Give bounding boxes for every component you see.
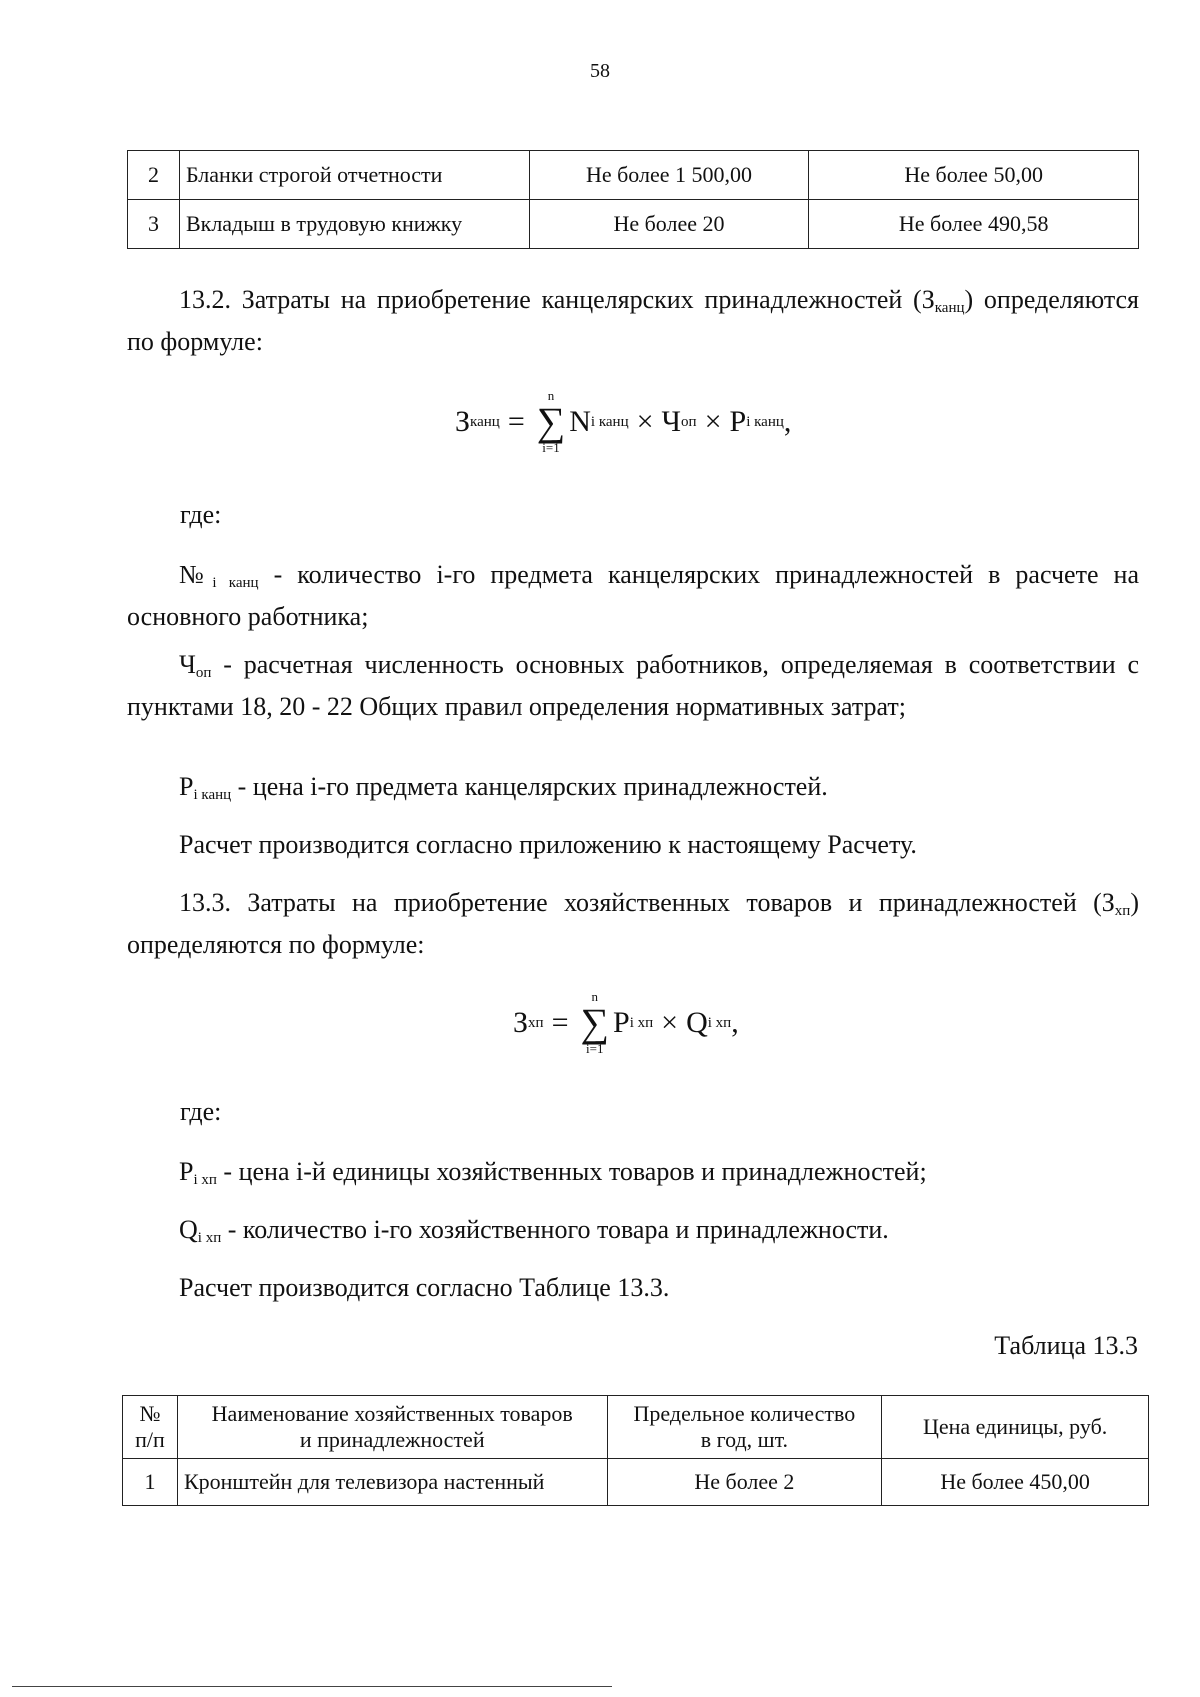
table-header bbox=[123, 1396, 1149, 1459]
definition-ch: $Ч_{оп}$ - расчетная численность основных работников, определяемая в соответствии с пунктами 18, 20 - 22 Общих правил определения нормативных затрат; bbox=[127, 650, 1139, 721]
household-items-table bbox=[122, 1395, 1149, 1506]
items-table-continued bbox=[127, 150, 1139, 249]
definition-p: $P_{i канц}$ - цена i-го предмета канцелярских принадлежностей. bbox=[179, 772, 828, 803]
item-name: Вкладыш в трудовую книжку bbox=[179, 200, 529, 249]
sum-sign: n ∑ i=1 bbox=[580, 989, 609, 1056]
item-quantity: Не более 1 500,00 bbox=[529, 151, 809, 200]
formula-stationery: З канц = n ∑ i=1 N i канц × Ч оп × P i канц , bbox=[455, 388, 792, 455]
where-label: где: bbox=[180, 1097, 222, 1126]
item-quantity: Не более 20 bbox=[529, 200, 809, 249]
section-13-3-intro: 13.3. Затраты на приобретение хозяйственных товаров и принадлежностей $(З_{хп})$ определяются по формуле: bbox=[127, 888, 1139, 959]
where-label: где: bbox=[180, 500, 222, 529]
table-row bbox=[128, 151, 1139, 200]
page-number: 58 bbox=[590, 60, 610, 82]
definition-n: $№_{i канц}$ - количество i-го предмета канцелярских принадлежностей в расчете на основного работника; bbox=[127, 560, 1139, 631]
sum-sign: n ∑ i=1 bbox=[536, 388, 566, 455]
table-row bbox=[128, 200, 1139, 249]
item-quantity: Не более 2 bbox=[607, 1459, 882, 1506]
item-price: Не более 50,00 bbox=[809, 151, 1139, 200]
footer-divider bbox=[12, 1686, 612, 1687]
definition-p-hp: $P_{i хп}$ - цена i-й единицы хозяйственных товаров и принадлежностей; bbox=[179, 1157, 927, 1188]
calculation-note: Расчет производится согласно приложению к настоящему Расчету. bbox=[179, 830, 917, 859]
header-name: Наименование хозяйственных товаров и принадлежностей bbox=[177, 1396, 607, 1459]
table-row bbox=[123, 1459, 1149, 1506]
item-price: Не более 490,58 bbox=[809, 200, 1139, 249]
item-name: Кронштейн для телевизора настенный bbox=[177, 1459, 607, 1506]
header-price: Цена единицы, руб. bbox=[882, 1396, 1149, 1459]
row-number: 1 bbox=[123, 1459, 178, 1506]
definition-q-hp: $Q_{i хп}$ - количество i-го хозяйственного товара и принадлежности. bbox=[179, 1215, 889, 1246]
formula-household: З хп = n ∑ i=1 P i хп × Q i хп , bbox=[513, 989, 739, 1056]
row-number: 3 bbox=[128, 200, 180, 249]
table-caption: Таблица 13.3 bbox=[994, 1331, 1138, 1360]
calculation-note: Расчет производится согласно Таблице 13.3. bbox=[179, 1273, 670, 1302]
header-number: № п/п bbox=[123, 1396, 178, 1459]
item-price: Не более 450,00 bbox=[882, 1459, 1149, 1506]
header-quantity: Предельное количество в год, шт. bbox=[607, 1396, 882, 1459]
item-name: Бланки строгой отчетности bbox=[179, 151, 529, 200]
section-13-2-intro: 13.2. Затраты на приобретение канцелярских принадлежностей $(З_{канц})$ определяются по формуле: bbox=[127, 285, 1139, 356]
row-number: 2 bbox=[128, 151, 180, 200]
